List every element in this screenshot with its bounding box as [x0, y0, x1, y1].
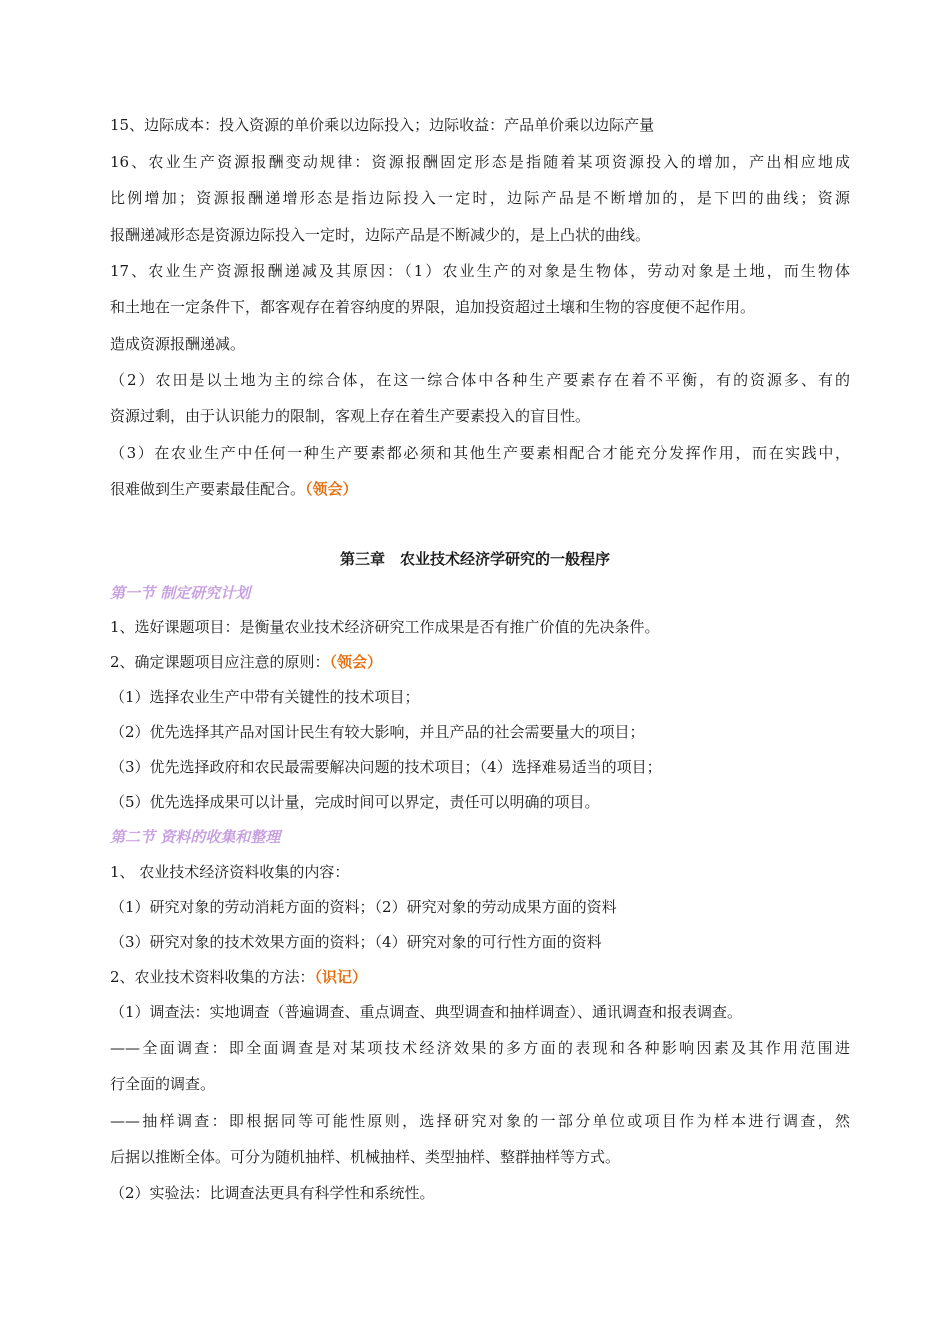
item-16-line-2: 比例增加；资源报酬递增形态是指边际投入一定时，边际产品是不断增加的，是下凹的曲线；资源	[110, 189, 850, 207]
item-17-reason-3-line-2	[110, 479, 850, 499]
principle-5: （5）优先选择成果可以计量，完成时间可以界定，责任可以明确的项目。	[110, 793, 600, 811]
section-2-title: 第二节 资料的收集和整理	[110, 828, 281, 846]
sampling-survey-line-1: ——抽样调查：即根据同等可能性原则，选择研究对象的一部分单位或项目作为样本进行调查，然	[110, 1112, 850, 1130]
section-1-point-1: 1、选好课题项目：是衡量农业技术经济研究工作成果是否有推广价值的先决条件。	[110, 618, 660, 636]
point-2-text: 2、确定课题项目应注意的原则：	[110, 653, 330, 671]
content-3-4: （3）研究对象的技术效果方面的资料；（4）研究对象的可行性方面的资料	[110, 933, 602, 951]
principle-2: （2）优先选择其产品对国计民生有较大影响，并且产品的社会需要量大的项目；	[110, 723, 645, 741]
section-1-point-2	[110, 652, 850, 672]
item-17-reason-3-line-1: （3）在农业生产中任何一种生产要素都必须和其他生产要素相配合才能充分发挥作用，而在实践中，	[110, 444, 850, 462]
item-15-marginal-cost: 15、边际成本：投入资源的单价乘以边际投入；边际收益：产品单价乘以边际产量	[110, 116, 655, 134]
sampling-survey-line-2: 后据以推断全体。可分为随机抽样、机械抽样、类型抽样、整群抽样等方式。	[110, 1148, 621, 1166]
comprehend-tag: （领会）	[305, 480, 358, 498]
item-17-line-3: 造成资源报酬递减。	[110, 335, 246, 353]
item-17-line-2: 和土地在一定条件下，都客观存在着容纳度的界限，追加投资超过土壤和生物的容度便不起作用。	[110, 298, 756, 316]
item-16-line-3: 报酬递减形态是资源边际投入一定时，边际产品是不断减少的，是上凸状的曲线。	[110, 226, 651, 244]
chapter-title: 第三章 农业技术经济学研究的一般程序	[339, 550, 610, 568]
item-17-reason-2-line-1: （2）农田是以土地为主的综合体，在这一综合体中各种生产要素存在着不平衡，有的资源多、有的	[110, 371, 850, 389]
memorize-tag: （识记）	[314, 968, 368, 986]
comprehend-tag: （领会）	[329, 653, 383, 671]
reason-3-text: 很难做到生产要素最佳配合。	[110, 480, 306, 498]
item-17-reason-2-line-2: 资源过剩，由于认识能力的限制，客观上存在着生产要素投入的盲目性。	[110, 407, 591, 425]
section-1-title: 第一节 制定研究计划	[110, 584, 251, 602]
point-2-text: 2、农业技术资料收集的方法：	[110, 968, 315, 986]
method-survey: （1）调查法：实地调查（普遍调查、重点调查、典型调查和抽样调查）、通讯调查和报表调查。	[110, 1003, 743, 1021]
section-2-point-1: 1、 农业技术经济资料收集的内容：	[110, 863, 350, 881]
full-survey-line-2: 行全面的调查。	[110, 1075, 216, 1093]
principle-3-4: （3）优先选择政府和农民最需要解决问题的技术项目；（4）选择难易适当的项目；	[110, 758, 662, 776]
section-2-point-2	[110, 967, 850, 987]
principle-1: （1）选择农业生产中带有关键性的技术项目；	[110, 688, 420, 706]
item-17-line-1: 17、农业生产资源报酬递减及其原因：（1）农业生产的对象是生物体，劳动对象是土地，而生物体	[110, 262, 850, 280]
content-1-2: （1）研究对象的劳动消耗方面的资料；（2）研究对象的劳动成果方面的资料	[110, 898, 617, 916]
item-16-line-1: 16、农业生产资源报酬变动规律：资源报酬固定形态是指随着某项资源投入的增加，产出相应地成	[110, 153, 850, 171]
method-experiment: （2）实验法：比调查法更具有科学性和系统性。	[110, 1184, 435, 1202]
full-survey-line-1: ——全面调查：即全面调查是对某项技术经济效果的多方面的表现和各种影响因素及其作用范围进	[110, 1039, 850, 1057]
